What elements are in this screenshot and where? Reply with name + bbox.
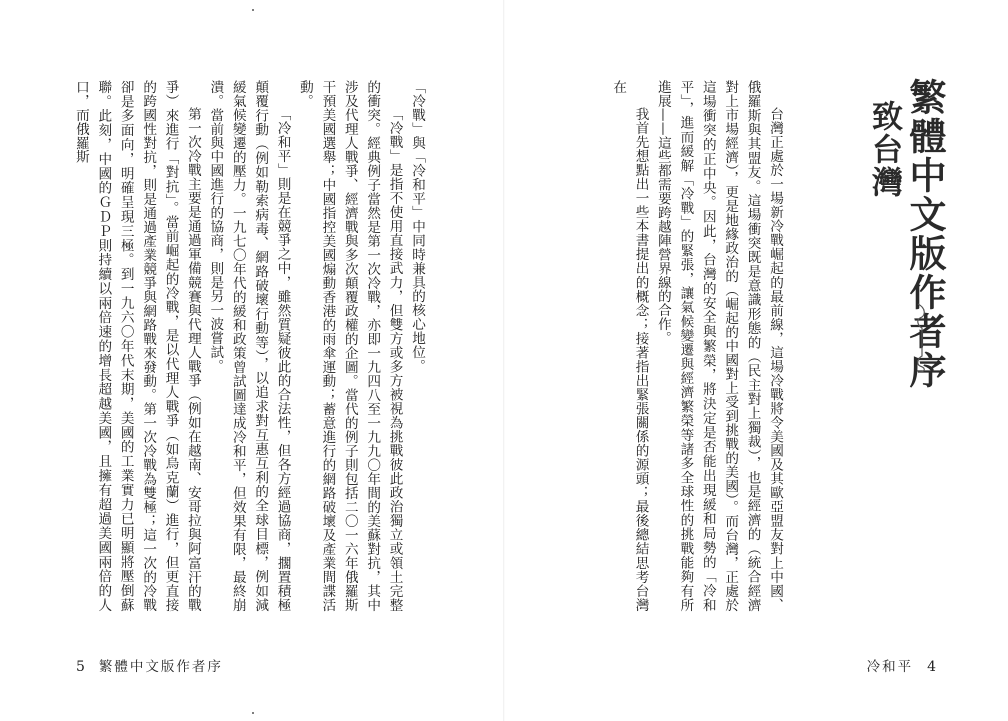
- print-mark: [252, 712, 254, 714]
- flourish-ornament-icon: [912, 302, 932, 372]
- left-paragraph-1: 「冷戰」與「冷和平」中同時兼具的核心地位。: [409, 80, 425, 373]
- left-paragraph-3: 「冷和平」則是在競爭之中，雖然質疑彼此的合法性，但各方經過協商，擱置積極顛覆行動（例如勒索病毒、網路破壞行動等），以追求對互惠互利的全球目標，例如減緩氣候變遷的壓力。一九七〇年代的緩和政策曾試圖達成冷和平，但效果有限，最終崩潰。當前與中國進行的協商，則是另一波嘗試。: [207, 80, 291, 612]
- right-paragraph-1: 台灣正處於一場新冷戰崛起的最前線，這場冷戰將令美國及其歐亞盟友對上中國、俄羅斯與其盟友。這場衝突既是意識形態的（民主對上獨裁），也是經濟的（統合經濟對上市場經濟），更是地緣政治的（崛起的中國對上受到挑戰的美國）。而台灣，正處於這場衝突的正中央。因此，台灣的安全與繁榮，將決定是否能出現緩和局勢的「冷和平」，進而緩解「冷戰」的緊張，讓氣候變遷與經濟繁榮等諸多全球性的挑戰能夠有所進展——這些都需要跨越陣營界線的合作。: [654, 80, 783, 612]
- right-page: [504, 0, 1008, 721]
- print-mark: [252, 9, 254, 11]
- chapter-title: 繁體中文版作者序: [903, 78, 946, 390]
- right-paragraph-2: 我首先想點出一些本書提出的概念；接著指出緊張關係的源頭；最後總結思考台灣在: [610, 80, 649, 612]
- left-paragraph-2: 「冷戰」是指不使用直接武力，但雙方或多方被視為挑戰彼此政治獨立或領土完整的衝突。經典例子當然是第一次冷戰，亦即一九四八至一九九〇年間的美蘇對抗，其中涉及代理人戰爭、經濟戰與多次顛覆政權的企圖。當代的例子則包括二〇一六年俄羅斯干預美國選舉；中國指控美國煽動香港的雨傘運動；蓄意進行的網路破壞及產業間諜活動。: [296, 80, 403, 612]
- right-page-footer: [867, 655, 936, 675]
- right-page-number: 4: [927, 659, 936, 675]
- chapter-subtitle: 致台灣: [866, 100, 902, 199]
- right-page-body: [546, 80, 786, 612]
- left-running-title: 繁體中文版作者序: [98, 659, 223, 675]
- left-page-number: 5: [76, 659, 85, 675]
- book-gutter: [503, 0, 505, 721]
- left-page-body: [68, 80, 428, 612]
- left-paragraph-4: 第一次冷戰主要是通過軍備競賽與代理人戰爭（例如在越南、安哥拉與阿富汗的戰爭）來進行「對抗」。當前崛起的冷戰，是以代理人戰爭（如烏克蘭）進行，但更直接的跨國性對抗，則是通過產業競爭與網路戰來發動。第一次冷戰為雙極；這一次的冷戰卻是多面向，明確呈現三極。到一九六〇年代末期，美國的工業實力已明顯將壓倒蘇聯。此刻，中國的ＧＤＰ則持續以兩倍速的增長超越美國，且擁有超過美國兩倍的人口，而俄羅斯: [72, 80, 201, 612]
- left-page-footer: [76, 655, 223, 675]
- right-running-title: 冷和平: [866, 659, 914, 675]
